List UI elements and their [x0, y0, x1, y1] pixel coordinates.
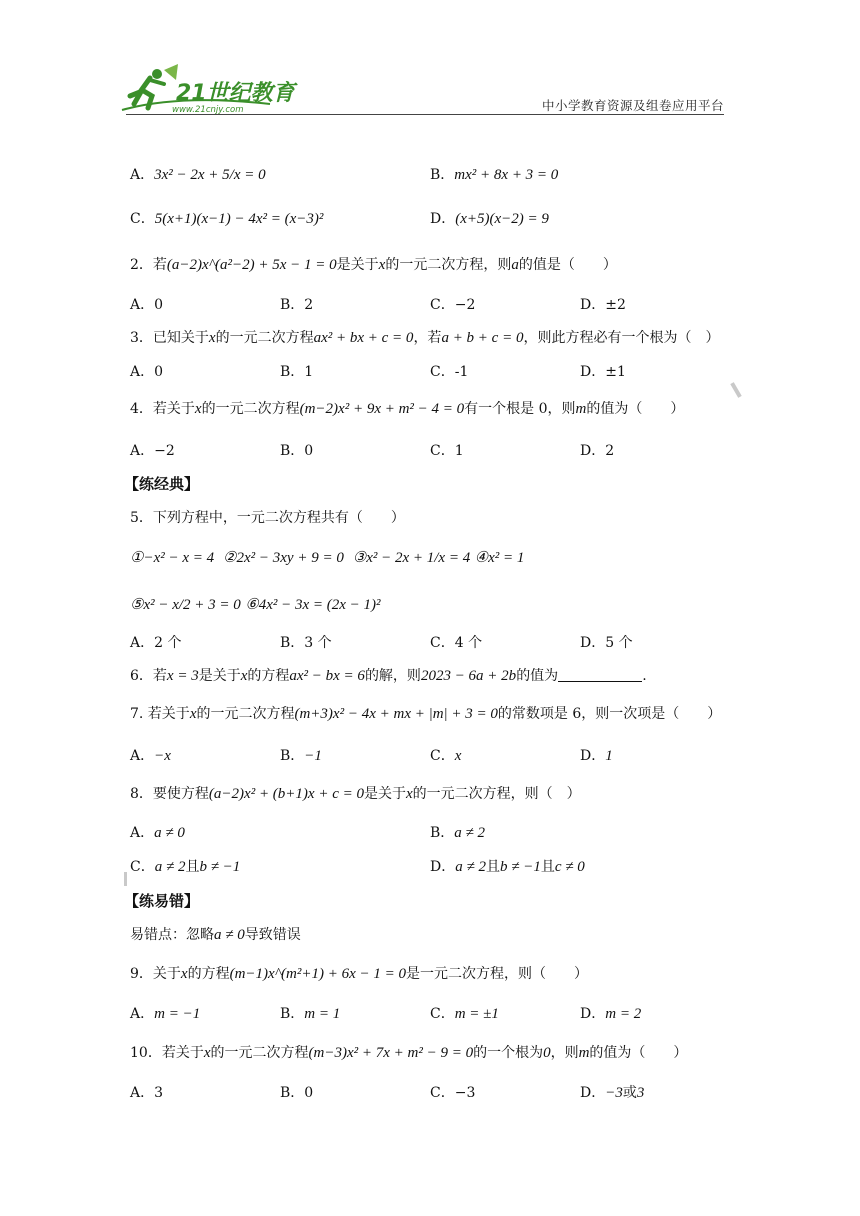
q5-equations-row2	[130, 594, 381, 616]
q7-option-c: C．x	[430, 748, 462, 764]
q8-stem: 8．要使方程(a−2)x² + (b+1)x + c = 0是关于x的一元二次方程，则（ ）	[130, 786, 581, 802]
q4-equation: (m−2)x² + 9x + m² − 4 = 0	[299, 401, 465, 417]
q1-option-b-math: mx² + 8x + 3 = 0	[454, 167, 559, 183]
q3-equation: ax² + bx + c = 0	[313, 330, 414, 346]
q5-equation-3: ③x² − 2x + 1/x = 4	[352, 550, 471, 566]
q2-option-a: A．0	[130, 297, 164, 313]
q5-equation-2: ②2x² − 3xy + 9 = 0	[223, 550, 344, 566]
q10-option-d: D．−3或3	[580, 1085, 645, 1101]
q5-equation-5: ⑤x² − x/2 + 3 = 0	[130, 597, 241, 613]
q7-equation: (m+3)x² − 4x + mx + |m| + 3 = 0	[294, 706, 498, 722]
q7-option-a: A．−x	[130, 748, 171, 764]
q9-option-d: D．m = 2	[580, 1006, 642, 1022]
q10-option-b: B．0	[280, 1085, 314, 1101]
q8-option-c: C．a ≠ 2且b ≠ −1	[130, 859, 241, 875]
q1-option-b: B．mx² + 8x + 3 = 0	[430, 167, 559, 183]
q9-stem: 9．关于x的方程(m−1)x^(m²+1) + 6x − 1 = 0是一元二次方程，则（ ）	[130, 966, 588, 982]
logo-url: www.21cnjy.com	[172, 105, 244, 115]
q5-option-d: D．5 个	[580, 635, 633, 651]
scan-mark	[124, 872, 127, 886]
q4-option-a: A．−2	[130, 443, 175, 459]
q1-option-d: D．(x+5)(x−2) = 9	[430, 211, 549, 227]
q3-condition: a + b + c = 0	[441, 330, 524, 346]
q5-equation-4: ④x² = 1	[474, 550, 525, 566]
q2-option-c: C．−2	[430, 297, 476, 313]
q2-option-d: D．±2	[580, 297, 626, 313]
q3-option-c: C．-1	[430, 364, 469, 380]
q10-stem: 10．若关于x的一元二次方程(m−3)x² + 7x + m² − 9 = 0的一个根为0，则m的值为（ ）	[130, 1045, 688, 1061]
q1-option-a: A．3x² − 2x + 5/x = 0	[130, 167, 266, 183]
q8-equation: (a−2)x² + (b+1)x + c = 0	[208, 786, 364, 802]
q3-option-a: A．0	[130, 364, 164, 380]
logo-text: 21世纪教育	[176, 81, 295, 106]
q4-option-b: B．0	[280, 443, 314, 459]
q4-option-c: C．1	[430, 443, 464, 459]
q1-option-c-math: 5(x+1)(x−1) − 4x² = (x−3)²	[154, 211, 324, 227]
q1-option-c: C．5(x+1)(x−1) − 4x² = (x−3)²	[130, 211, 324, 227]
q5-option-b: B．3 个	[280, 635, 332, 651]
q6-expression: 2023 − 6a + 2b	[420, 668, 517, 684]
q3-option-d: D．±1	[580, 364, 626, 380]
q9-option-b: B．m = 1	[280, 1006, 341, 1022]
q4-option-d: D．2	[580, 443, 615, 459]
q7-stem: 7. 若关于x的一元二次方程(m+3)x² − 4x + mx + |m| + 3 = 0的常数项是 6，则一次项是（ ）	[130, 706, 722, 722]
mistake-note: 易错点：忽略a ≠ 0导致错误	[130, 927, 301, 943]
q3-option-b: B．1	[280, 364, 314, 380]
q4-stem: 4．若关于x的一元二次方程(m−2)x² + 9x + m² − 4 = 0有一个根是 0，则m的值为（ ）	[130, 401, 685, 417]
q1-option-d-math: (x+5)(x−2) = 9	[455, 211, 549, 227]
q8-option-b: B．a ≠ 2	[430, 825, 486, 841]
section-heading-mistakes: 【练易错】	[124, 892, 200, 910]
q7-option-d: D．1	[580, 748, 613, 764]
q5-equations-row1	[130, 547, 524, 569]
q10-equation: (m−3)x² + 7x + m² − 9 = 0	[308, 1045, 474, 1061]
q6-stem: 6．若x = 3是关于x的方程ax² − bx = 6的解，则2023 − 6a + 2b的值为 .	[130, 668, 647, 684]
section-heading-classic: 【练经典】	[124, 475, 200, 493]
q5-equation-1: ①−x² − x = 4	[130, 550, 215, 566]
q9-option-a: A．m = −1	[130, 1006, 201, 1022]
scan-mark	[730, 382, 741, 398]
q10-option-c: C．−3	[430, 1085, 476, 1101]
q9-option-c: C．m = ±1	[430, 1006, 499, 1022]
q2-stem: 2．若(a−2)x^(a²−2) + 5x − 1 = 0是关于x的一元二次方程，则a的值是（ ）	[130, 257, 617, 273]
platform-name: 中小学教育资源及组卷应用平台	[541, 98, 724, 113]
q6-equation: ax² − bx = 6	[289, 668, 365, 684]
q8-option-d: D．a ≠ 2且b ≠ −1且c ≠ 0	[430, 859, 585, 875]
q2-option-b: B．2	[280, 297, 314, 313]
q2-equation: (a−2)x^(a²−2) + 5x − 1 = 0	[166, 257, 337, 273]
q5-equation-6: ⑥4x² − 3x = (2x − 1)²	[245, 597, 381, 613]
q7-option-b: B．−1	[280, 748, 322, 764]
q1-option-a-math: 3x² − 2x + 5/x = 0	[154, 167, 266, 183]
q5-option-a: A．2 个	[130, 635, 182, 651]
q8-option-a: A．a ≠ 0	[130, 825, 185, 841]
q6-answer-blank[interactable]	[558, 667, 642, 682]
q9-equation: (m−1)x^(m²+1) + 6x − 1 = 0	[229, 966, 406, 982]
q5-option-c: C．4 个	[430, 635, 483, 651]
q5-stem: 5．下列方程中，一元二次方程共有（ ）	[130, 510, 405, 526]
q3-stem: 3．已知关于x的一元二次方程ax² + bx + c = 0，若a + b + c = 0，则此方程必有一个根为（ ）	[130, 330, 720, 346]
q10-option-a: A．3	[130, 1085, 164, 1101]
